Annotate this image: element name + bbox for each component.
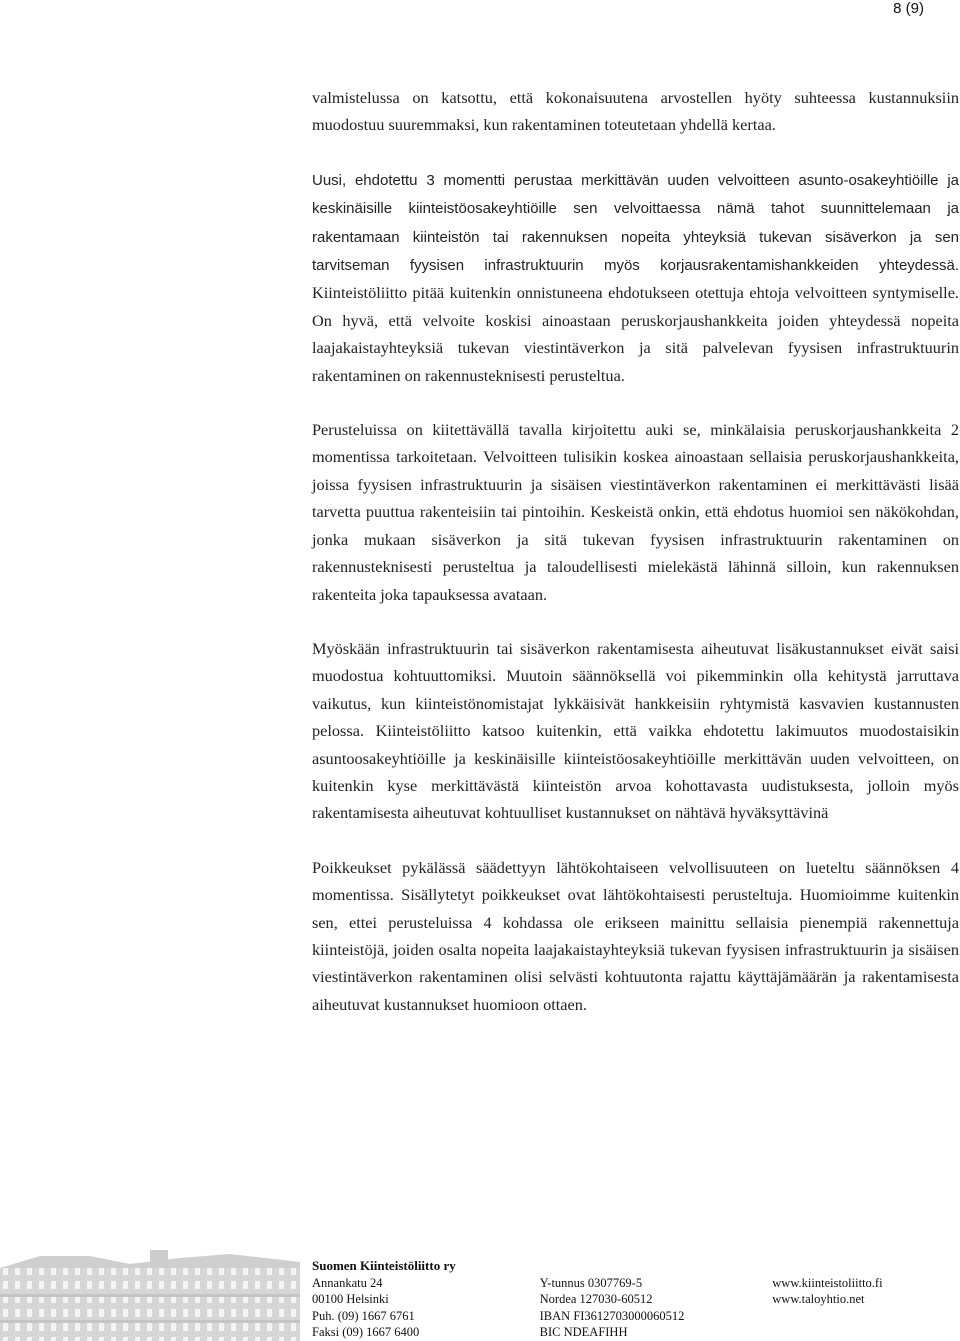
footer-line: IBAN FI3612703000060512 <box>539 1308 685 1323</box>
footer-line: 00100 Helsinki <box>312 1292 389 1307</box>
paragraph: Myöskään infrastruktuurin tai sisäverkon rakentamisesta aiheutuvat lisäkustannukset eivät saisi muodostua kohtuuttomiksi. Muutoin säännöksellä voi pikemminkin olla kehitystä jarruttava vaikutus, kun kiinteistönomistajat lykkäisivät hankkeisiin ryhtymistä kasvavien kustannusten pelossa. Kiinteistöliitto katsoo kuitenkin, että vaikka ehdotettu lakimuutos muodostaisikin asuntoosakeyhtiöille ja keskinäisille kiinteistöosakeyhtiöille merkittävän uuden velvoitteen, on kuitenkin kyse merkittävästä kiinteistön arvoa kohottavasta uudistuksesta, jolloin myös rakentamisesta aiheutuvat kohtuulliset kustannukset on nähtävä hyväksyttävinä <box>312 638 959 823</box>
website-link[interactable]: www.taloyhtio.net <box>772 1292 865 1307</box>
footer-line: Puh. (09) 1667 6761 <box>312 1308 415 1323</box>
website-link[interactable]: www.kiinteistoliitto.fi <box>772 1275 883 1290</box>
footer-line: Y-tunnus 0307769-5 <box>539 1275 643 1290</box>
paragraph: valmistelussa on katsottu, että kokonaisuutena arvostellen hyöty suhteessa kustannuksiin muodostuu suuremmaksi, kun rakentaminen toteutetaan yhdellä kertaa. <box>312 88 959 135</box>
page-number: 8 (9) <box>893 0 924 17</box>
paragraph: Poikkeukset pykälässä säädettyyn lähtökohtaiseen velvollisuuteen on lueteltu säännöksen 4 momentissa. Sisällytetyt poikkeukset ovat lähtökohtaisesti perusteltuja. Huomioimme kuitenkin sen, ettei perusteluissa 4 kohdassa ole erikseen mainittu sellaisia pienempiä rakennettuja kiinteistöjä, joiden osalta nopeita laajakaistayhteyksiä tukevan fyysisen infrastruktuurin ja sisäisen viestintäverkon rakentaminen olisi selvästi kohtuutonta rajattu käyttäjämäärän ja rakentamisesta aiheutuvat kustannukset huomioon ottaen. <box>312 857 959 1014</box>
paragraph-mixed <box>312 166 959 389</box>
footer-line: Annankatu 24 <box>312 1275 383 1290</box>
footer-line: Faksi (09) 1667 6400 <box>312 1325 420 1340</box>
document-body <box>312 84 959 1018</box>
letterhead-footer <box>312 1258 942 1341</box>
footer-web-column <box>772 1275 942 1341</box>
footer-line: Nordea 127030-60512 <box>539 1292 653 1307</box>
organization-name: Suomen Kiinteistöliitto ry <box>312 1258 456 1273</box>
footer-address-column <box>312 1275 540 1341</box>
paragraph-sans-part: Uusi, ehdotettu 3 momentti perustaa merkittävän uuden velvoitteen asunto-osakeyhtiöille ja keskinäisille kiinteistöosakeyhtiöille sen velvoittaessa nämä tahot suunnittelemaan ja rakentamaan kiinteistön tai rakennuksen nopeita yhteyksiä tukevan sisäverkon ja sen tarvitseman fyysisen infrastruktuurin myös korjausrakentamishankkeiden yhteydessä. <box>312 171 959 275</box>
building-logo-image <box>0 1250 300 1341</box>
footer-line: BIC NDEAFIHH <box>539 1325 628 1340</box>
footer-bank-column <box>540 1275 773 1341</box>
paragraph: Perusteluissa on kiitettävällä tavalla kirjoitettu auki se, minkälaisia peruskorjaushankkeita 2 momentissa tarkoitetaan. Velvoitteen tulisikin koskea ainoastaan sellaisia peruskorjaushankkeita, joissa fyysisen infrastruktuurin ja sisäisen viestintäverkon rakentaminen ei merkittävästi lisää tarvetta puuttua rakenteisiin tai pintoihin. Keskeistä onkin, että ehdotus huomioi sen näkökohdan, jonka mukaan sisäverkon ja sitä tukevan fyysisen infrastruktuurin rakentaminen on rakennusteknisesti perusteltua ja taloudellisesti mielekästä lähinnä silloin, kun rakennuksen rakenteita joka tapauksessa avataan. <box>312 420 959 604</box>
paragraph-serif-part: Kiinteistöliitto pitää kuitenkin onnistuneena ehdotukseen otettuja ehtoja velvoitteen syntymiselle. On hyvä, että velvoite koskisi ainoastaan peruskorjaushankkeita joiden yhteydessä nopeita laajakaistayhteyksiä tukevan viestintäverkon ja sitä palvelevan fyysisen infrastruktuurin rakentaminen on rakennusteknisesti perusteltua. <box>312 283 959 385</box>
